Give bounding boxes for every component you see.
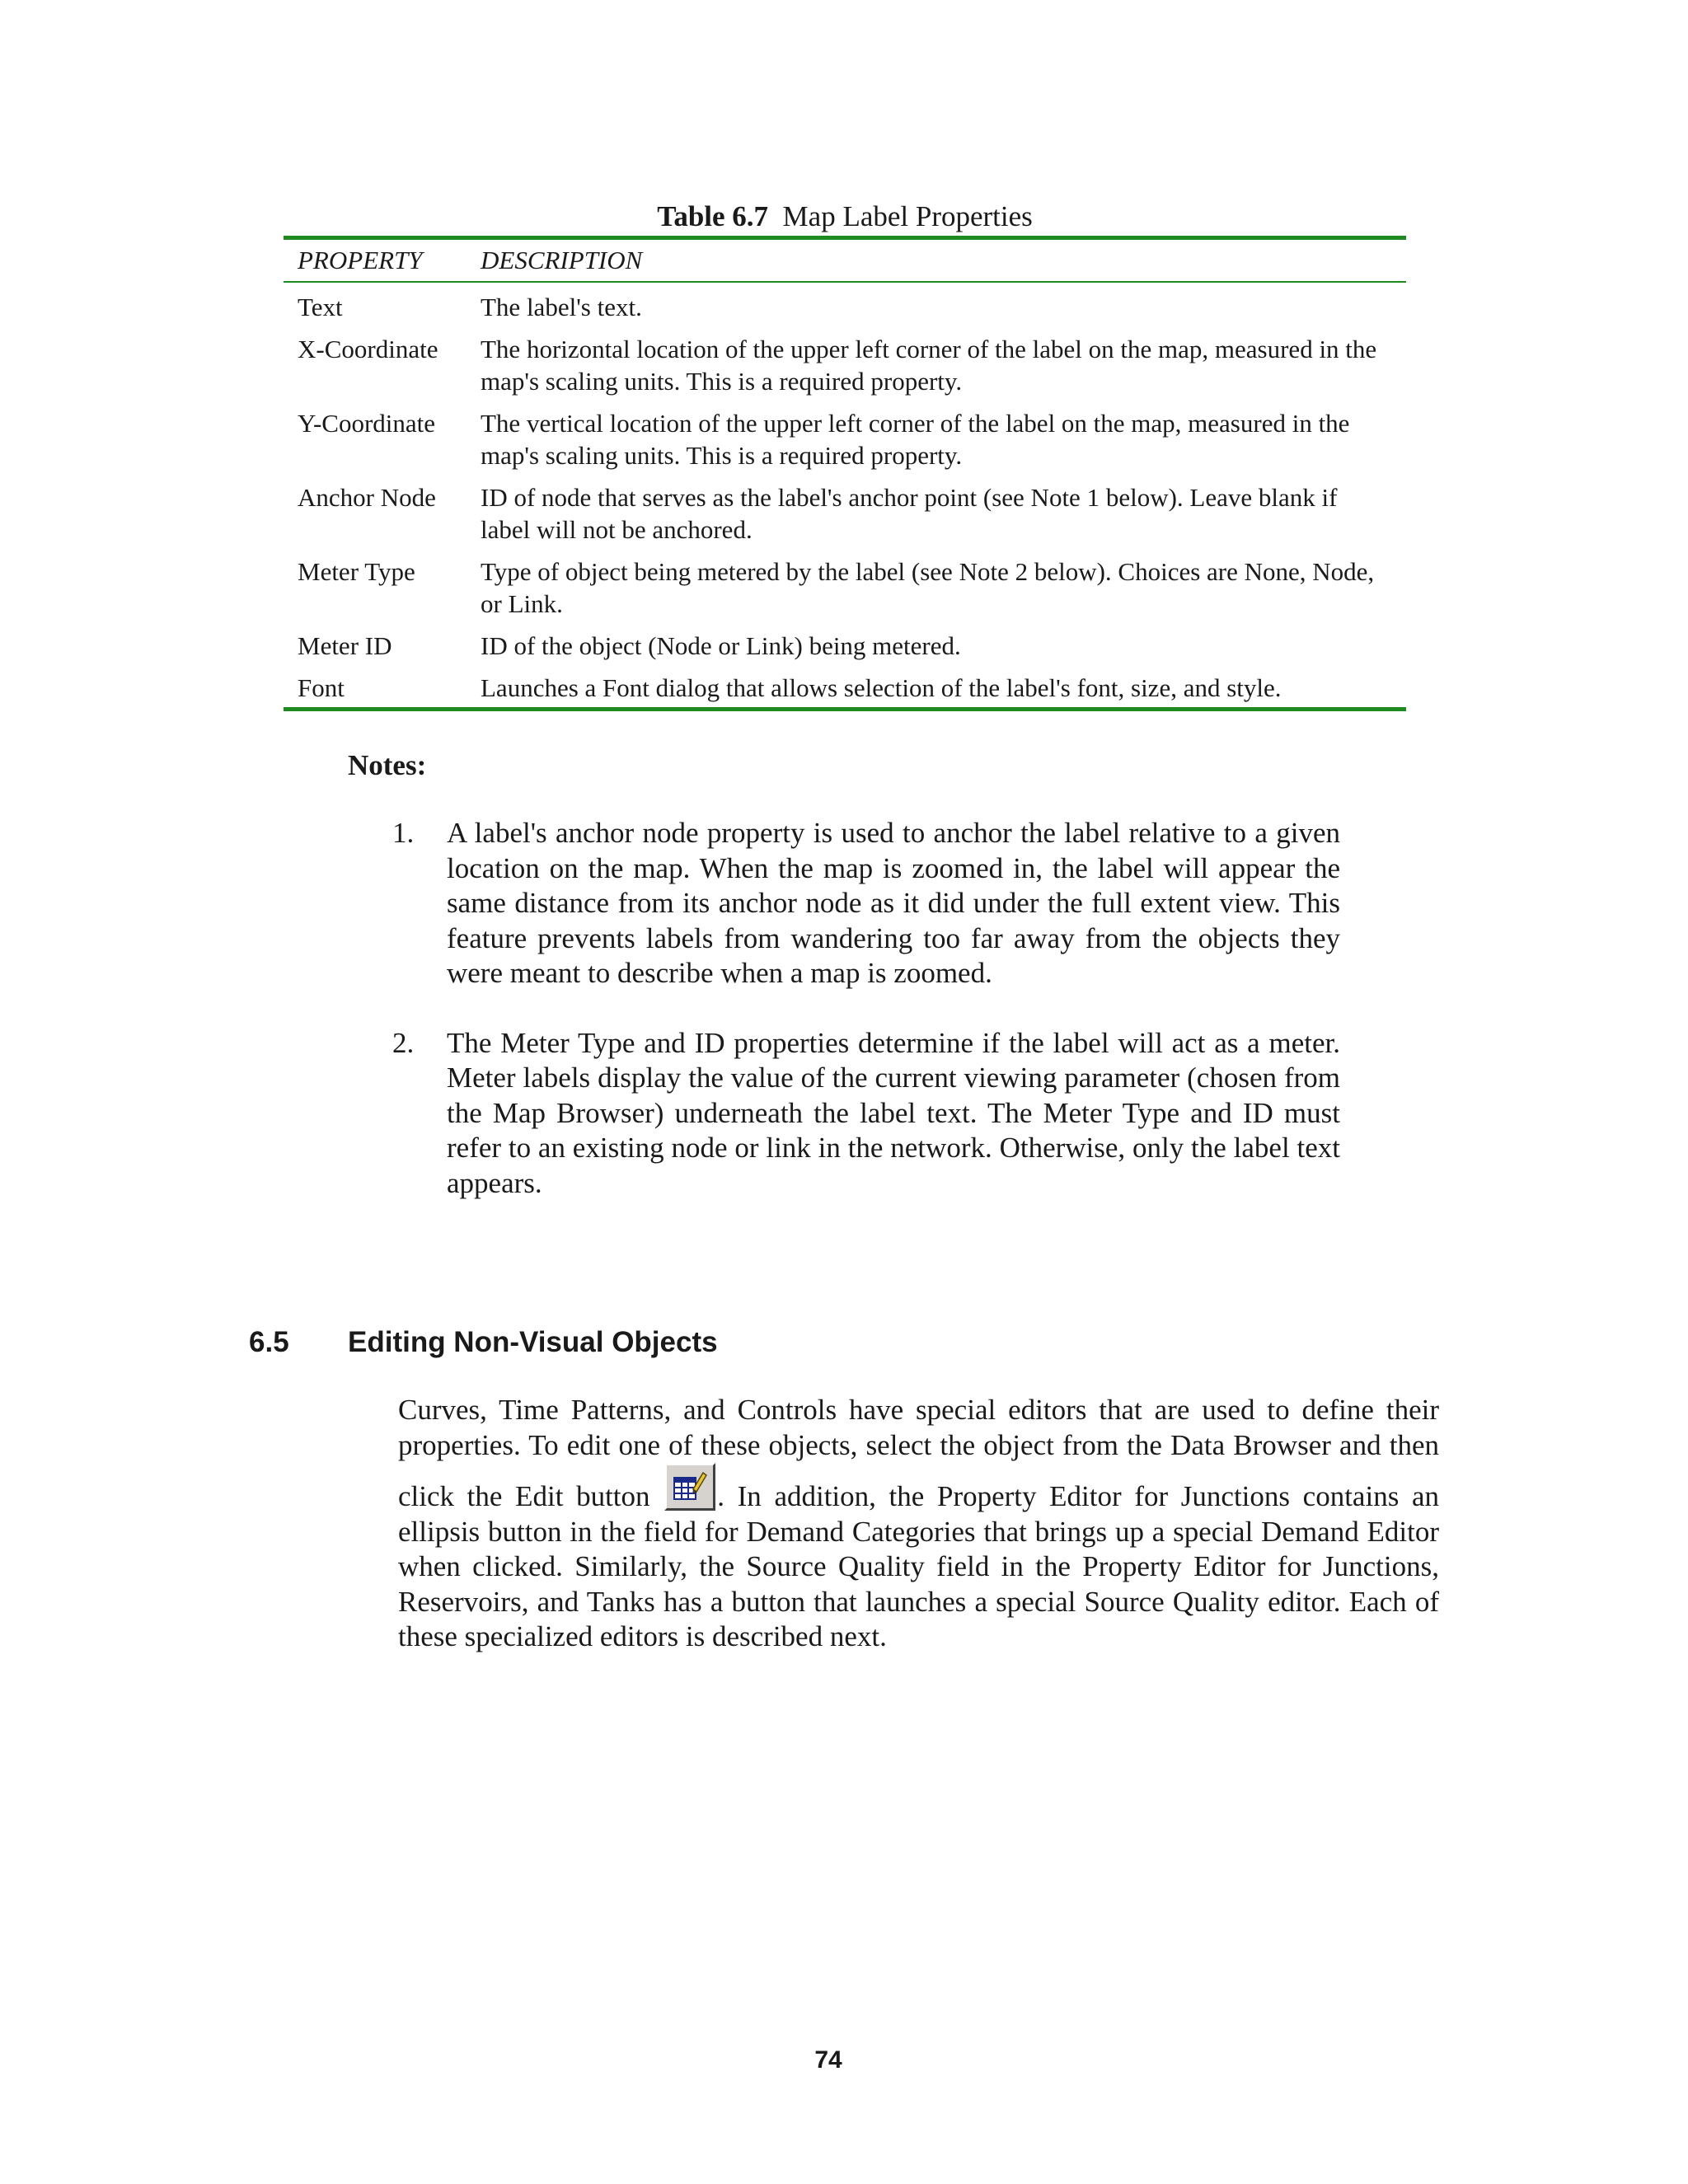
row-description: The vertical location of the upper left corner of the label on the map, measured in the map's scaling units. This is a required property. <box>481 409 1350 470</box>
row-description: ID of the object (Node or Link) being metered. <box>481 631 961 660</box>
section-paragraph <box>398 1393 1439 1655</box>
row-property: Font <box>298 673 345 702</box>
section-title: Editing Non-Visual Objects <box>348 1326 718 1358</box>
row-property: Y-Coordinate <box>298 409 436 438</box>
row-description: Type of object being metered by the label (see Note 2 below). Choices are None, Node, or Link. <box>481 557 1375 618</box>
edit-button-icon[interactable] <box>664 1463 715 1511</box>
page-number: 74 <box>814 2046 842 2074</box>
map-label-properties-table <box>284 196 1406 711</box>
row-property: X-Coordinate <box>298 335 438 363</box>
edit-grid-pencil-icon <box>672 1469 708 1504</box>
header-property: PROPERTY <box>298 246 423 274</box>
table-bottom-rule <box>284 707 1406 711</box>
table-caption-title: Map Label Properties <box>782 200 1033 232</box>
table-row <box>284 407 1406 471</box>
table-row <box>284 630 1406 662</box>
notes-title: Notes: <box>348 749 427 781</box>
notes-list <box>392 816 1340 1235</box>
header-description: DESCRIPTION <box>481 246 643 274</box>
note-number: 2. <box>392 1026 415 1059</box>
row-description: The horizontal location of the upper left corner of the label on the map, measured in the map's scaling units. This is a required property. <box>481 335 1377 396</box>
table-body <box>284 283 1406 707</box>
note-text: The Meter Type and ID properties determine if the label will act as a meter. Meter labels display the value of the current viewing parameter (chosen from the Map Browser) underneath the label text. The Meter Type and ID must refer to an existing node or link in the network. Otherwise, only the label text appears. <box>447 1026 1340 1199</box>
table-caption-number: Table 6.7 <box>657 200 769 232</box>
table-row <box>284 672 1406 704</box>
note-item <box>392 1026 1340 1202</box>
table-row <box>284 291 1406 323</box>
row-property: Text <box>298 293 343 321</box>
row-property: Meter Type <box>298 557 415 586</box>
note-number: 1. <box>392 817 415 849</box>
row-property: Meter ID <box>298 631 392 660</box>
table-row <box>284 555 1406 620</box>
section-heading <box>249 1322 718 1363</box>
table-header-row <box>284 240 1406 281</box>
table-caption <box>284 196 1406 236</box>
table-row <box>284 333 1406 397</box>
section-number: 6.5 <box>249 1326 289 1358</box>
paragraph-text-before-icon: Curves, Time Patterns, and Controls have special editors that are used to define their properties. To edit one of these objects, select the object from the Data Browser and then click the Edit button <box>398 1394 1439 1512</box>
row-property: Anchor Node <box>298 483 436 512</box>
table-row <box>284 481 1406 546</box>
row-description: ID of node that serves as the label's anchor point (see Note 1 below). Leave blank if label will not be anchored. <box>481 483 1338 544</box>
paragraph-text-after-icon: . In addition, the Property Editor for Junctions contains an ellipsis button in the field for Demand Categories that brings up a special Demand Editor when clicked. Similarly, the Source Quality field in the Property Editor for Junctions, Reservoirs, and Tanks has a button that launches a special Source Quality editor. Each of these specialized editors is described next. <box>398 1480 1440 1652</box>
note-text: A label's anchor node property is used to anchor the label relative to a given location on the map. When the map is zoomed in, the label will appear the same distance from its anchor node as it did under the full extent view. This feature prevents labels from wandering too far away from the objects they were meant to describe when a map is zoomed. <box>447 817 1340 989</box>
note-item <box>392 816 1340 991</box>
row-description: Launches a Font dialog that allows selection of the label's font, size, and style. <box>481 673 1282 702</box>
row-description: The label's text. <box>481 293 642 321</box>
